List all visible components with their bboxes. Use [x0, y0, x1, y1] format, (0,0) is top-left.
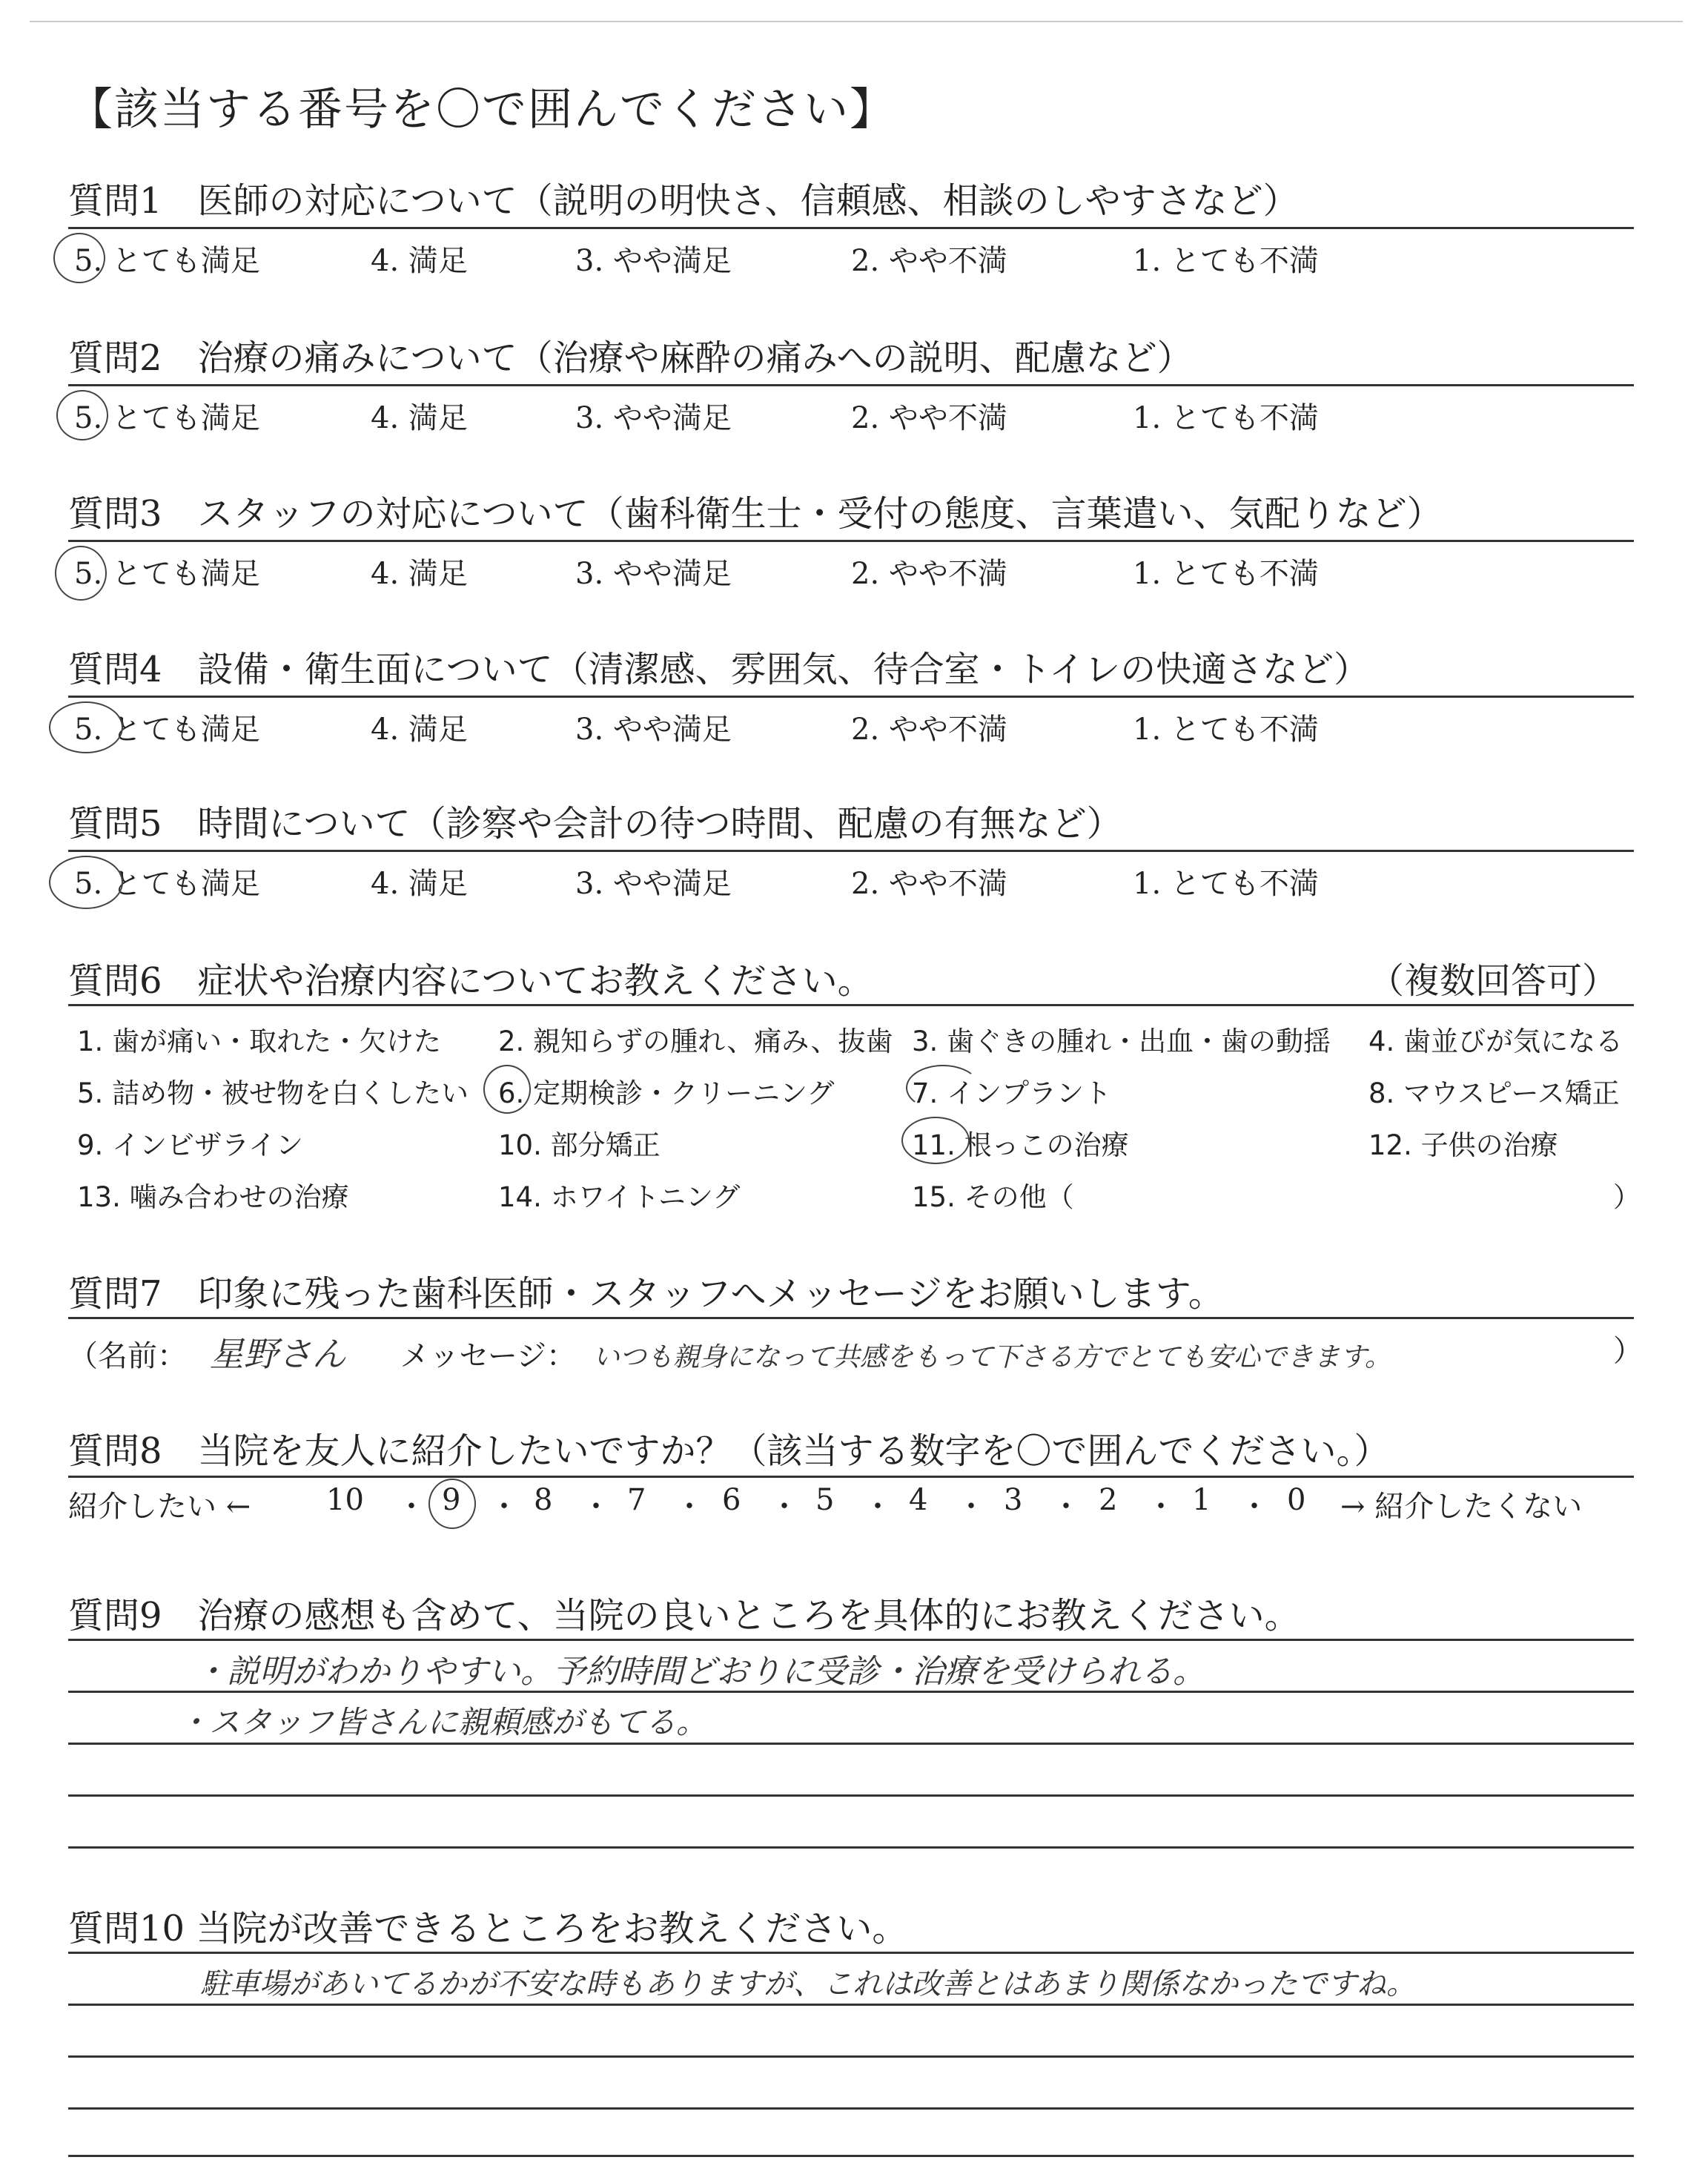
question-9-title: 質問9 治療の感想も含めて、当院の良いところを具体的にお教えください。 [68, 1595, 1300, 1636]
question-4-title: 質問4 設備・衛生面について（清潔感、雰囲気、待合室・トイレの快適さなど） [68, 649, 1370, 690]
q1-option-1[interactable]: 1. とても不満 [1133, 244, 1319, 278]
question-9-rule-4 [68, 1794, 1634, 1797]
q6-selection-circle-7 [906, 1065, 980, 1111]
q7-close-paren: ） [1613, 1334, 1643, 1368]
q8-scale-6[interactable]: 6 [722, 1483, 741, 1517]
question-9-rule-5 [68, 1846, 1634, 1849]
q6-item-7[interactable]: 7. インプラント [912, 1077, 1112, 1109]
q8-scale-2[interactable]: 2 [1099, 1483, 1118, 1517]
q6-item-14[interactable]: 14. ホワイトニング [498, 1181, 741, 1213]
q6-item-15[interactable]: 15. その他（ [912, 1181, 1074, 1213]
question-1-rule [68, 227, 1634, 229]
question-7-answer-row [68, 1327, 1391, 1376]
question-10-rule-5 [68, 2155, 1634, 2157]
q10-answer-handwritten[interactable]: 駐車場があいてるかが不安な時もありますが、これは改善とはあまり関係なかったですね。 [200, 1967, 1416, 2001]
q8-scale-dot: ・ [1051, 1490, 1081, 1524]
q1-option-5[interactable]: 5. とても満足 [74, 244, 260, 278]
question-10-rule-4 [68, 2107, 1634, 2110]
q6-item-3[interactable]: 3. 歯ぐきの腫れ・出血・歯の動揺 [912, 1025, 1331, 1057]
q8-scale-dot: ・ [863, 1490, 893, 1524]
q6-item-5[interactable]: 5. 詰め物・被せ物を白くしたい [77, 1077, 469, 1109]
q6-item-2[interactable]: 2. 親知らずの腫れ、痛み、抜歯 [498, 1025, 893, 1057]
question-6-rule [68, 1004, 1634, 1006]
q7-name-handwritten[interactable]: 星野さん [209, 1334, 346, 1374]
q3-option-3[interactable]: 3. やや満足 [575, 557, 732, 591]
q8-scale-dot: ・ [675, 1490, 704, 1524]
q9-answer-line-1[interactable]: ・説明がわかりやすい。予約時間どおりに受診・治療を受けられる。 [194, 1653, 1205, 1691]
q8-selection-circle [428, 1479, 476, 1529]
q2-option-1[interactable]: 1. とても不満 [1133, 401, 1319, 435]
q8-scale-0[interactable]: 0 [1287, 1483, 1306, 1517]
question-6-note: （複数回答可） [1368, 960, 1618, 1002]
q4-selection-circle [49, 701, 123, 753]
q8-scale-10[interactable]: 10 [326, 1483, 364, 1517]
q3-option-4[interactable]: 4. 満足 [371, 557, 468, 591]
q4-option-4[interactable]: 4. 満足 [371, 713, 468, 747]
question-9-rule-1 [68, 1639, 1634, 1641]
question-1-title: 質問1 医師の対応について（説明の明快さ、信頼感、相談のしやすさなど） [68, 180, 1299, 222]
q8-scale-dot: ・ [1146, 1490, 1176, 1524]
question-6-title: 質問6 症状や治療内容についてお教えください。 [68, 960, 873, 1002]
question-9-rule-3 [68, 1743, 1634, 1745]
q8-scale-dot: ・ [769, 1490, 799, 1524]
q8-scale-5[interactable]: 5 [815, 1483, 835, 1517]
q8-scale-9[interactable]: 9 [442, 1483, 461, 1517]
q8-scale-dot: ・ [1239, 1490, 1269, 1524]
q8-scale-8[interactable]: 8 [534, 1483, 553, 1517]
q4-option-5[interactable]: 5. とても満足 [74, 713, 260, 747]
q5-option-4[interactable]: 4. 満足 [371, 867, 468, 901]
q7-open-paren-label: （名前： [68, 1339, 187, 1373]
q8-scale-7[interactable]: 7 [627, 1483, 646, 1517]
page-header: 【該当する番号を〇で囲んでください】 [68, 84, 896, 136]
question-3-title: 質問3 スタッフの対応について（歯科衛生士・受付の態度、言葉遣い、気配りなど） [68, 493, 1443, 535]
q8-left-label: 紹介したい ← [68, 1490, 251, 1524]
q8-scale-dot: ・ [581, 1490, 611, 1524]
question-3-rule [68, 540, 1634, 542]
q4-option-3[interactable]: 3. やや満足 [575, 713, 732, 747]
q5-option-3[interactable]: 3. やや満足 [575, 867, 732, 901]
question-2-title: 質問2 治療の痛みについて（治療や麻酔の痛みへの説明、配慮など） [68, 337, 1193, 379]
q6-item-4[interactable]: 4. 歯並びが気になる [1368, 1025, 1623, 1057]
q6-item-12[interactable]: 12. 子供の治療 [1368, 1129, 1558, 1161]
q2-option-3[interactable]: 3. やや満足 [575, 401, 732, 435]
q7-message-label: メッセージ： [400, 1339, 577, 1373]
q4-option-2[interactable]: 2. やや不満 [851, 713, 1007, 747]
q6-item-9[interactable]: 9. インビザライン [77, 1129, 303, 1161]
q9-answer-line-2[interactable]: ・スタッフ皆さんに親頼感がもてる。 [178, 1704, 708, 1740]
q6-item-10[interactable]: 10. 部分矯正 [498, 1129, 661, 1161]
question-10-title: 質問10 当院が改善できるところをお教えください。 [68, 1908, 908, 1949]
question-10-rule-1 [68, 1952, 1634, 1954]
question-5-title: 質問5 時間について（診察や会計の待つ時間、配慮の有無など） [68, 803, 1122, 845]
q2-option-5[interactable]: 5. とても満足 [74, 401, 260, 435]
q3-option-2[interactable]: 2. やや不満 [851, 557, 1007, 591]
q3-option-5[interactable]: 5. とても満足 [74, 557, 260, 591]
question-4-rule [68, 696, 1634, 698]
q6-item-11[interactable]: 11. 根っこの治療 [912, 1129, 1129, 1161]
q3-option-1[interactable]: 1. とても不満 [1133, 557, 1319, 591]
question-5-rule [68, 850, 1634, 852]
q1-option-3[interactable]: 3. やや満足 [575, 244, 732, 278]
q8-scale-dot: ・ [397, 1490, 426, 1524]
q5-option-5[interactable]: 5. とても満足 [74, 867, 260, 901]
q2-selection-circle [56, 390, 108, 440]
q8-scale-1[interactable]: 1 [1192, 1483, 1211, 1517]
q6-item-13[interactable]: 13. 噛み合わせの治療 [77, 1181, 349, 1213]
q7-message-handwritten[interactable]: いつも親身になって共感をもって下さる方でとても安心できます。 [592, 1342, 1391, 1373]
q1-selection-circle [53, 233, 105, 283]
q2-option-2[interactable]: 2. やや不満 [851, 401, 1007, 435]
question-10-rule-3 [68, 2055, 1634, 2058]
q1-option-4[interactable]: 4. 満足 [371, 244, 468, 278]
q8-scale-dot: ・ [489, 1490, 519, 1524]
question-7-rule [68, 1317, 1634, 1319]
q6-item-6[interactable]: 6. 定期検診・クリーニング [498, 1077, 835, 1109]
question-10-rule-2 [68, 2004, 1634, 2006]
q6-item-8[interactable]: 8. マウスピース矯正 [1368, 1077, 1620, 1109]
q2-option-4[interactable]: 4. 満足 [371, 401, 468, 435]
question-8-title: 質問8 当院を友人に紹介したいですか？（該当する数字を〇で囲んでください。） [68, 1430, 1390, 1472]
q5-option-1[interactable]: 1. とても不満 [1133, 867, 1319, 901]
q8-scale-3[interactable]: 3 [1004, 1483, 1023, 1517]
q5-option-2[interactable]: 2. やや不満 [851, 867, 1007, 901]
q6-selection-circle-11 [901, 1117, 970, 1164]
q4-option-1[interactable]: 1. とても不満 [1133, 713, 1319, 747]
question-2-rule [68, 384, 1634, 386]
q8-scale-dot: ・ [956, 1490, 986, 1524]
q6-item-1[interactable]: 1. 歯が痛い・取れた・欠けた [77, 1025, 442, 1057]
question-7-title: 質問7 印象に残った歯科医師・スタッフへメッセージをお願いします。 [68, 1273, 1224, 1315]
scan-top-edge [30, 21, 1683, 22]
q3-selection-circle [55, 546, 107, 601]
q5-selection-circle [49, 856, 123, 909]
question-8-rule [68, 1476, 1634, 1478]
q6-item-15-close: ） [1613, 1181, 1641, 1213]
q8-right-label: → 紹介したくない [1340, 1490, 1583, 1524]
q6-selection-circle-6 [483, 1065, 531, 1114]
q1-option-2[interactable]: 2. やや不満 [851, 244, 1007, 278]
q8-scale-4[interactable]: 4 [909, 1483, 928, 1517]
